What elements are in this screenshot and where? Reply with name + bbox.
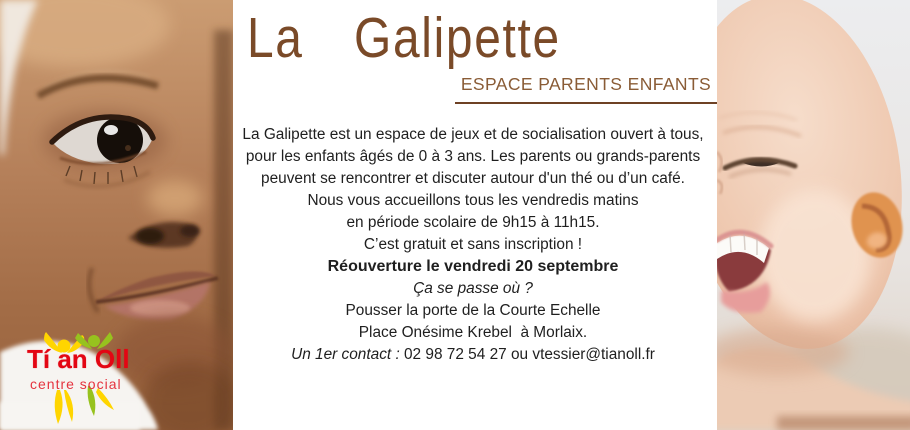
intro-paragraph [233,124,713,190]
contact-value: 02 98 72 54 27 ou vtessier@tianoll.fr [404,346,655,363]
intro-line-2: pour les enfants âgés de 0 à 3 ans. Les parents ou grands-parents [245,148,701,165]
title-word-la: La [247,6,304,70]
page-title [247,6,561,70]
body-text [233,124,713,366]
schedule-paragraph [233,190,713,234]
free-line: C’est gratuit et sans inscription ! [363,236,583,253]
location-paragraph [233,278,713,344]
subtitle: ESPACE PARENTS ENFANTS [460,74,712,94]
contact-line [233,344,713,366]
title-word-galipette: Galipette [354,6,561,70]
baby-photo-right [717,0,910,430]
schedule-line-2: en période scolaire de 9h15 à 11h15. [346,214,600,231]
location-line-2: Place Onésime Krebel à Morlaix. [358,324,588,341]
intro-line-1: La Galipette est un espace de jeux et de socialisation ouvert à tous, [242,126,704,143]
schedule-line-1: Nous vous accueillons tous les vendredis matins [307,192,639,209]
logo-name: Tí an Oll [27,344,130,374]
location-question: Ça se passe où ? [413,280,533,297]
location-line-1: Pousser la porte de la Courte Echelle [345,302,601,319]
logo-tagline: centre social [30,376,122,392]
tianoll-logo [22,332,192,430]
contact-label: Un 1er contact : [291,346,404,363]
reopening-line: Réouverture le vendredi 20 septembre [327,258,619,275]
subtitle-divider [455,102,717,104]
intro-line-3: peuvent se rencontrer et discuter autour d'un thé ou d’un café. [261,170,685,187]
